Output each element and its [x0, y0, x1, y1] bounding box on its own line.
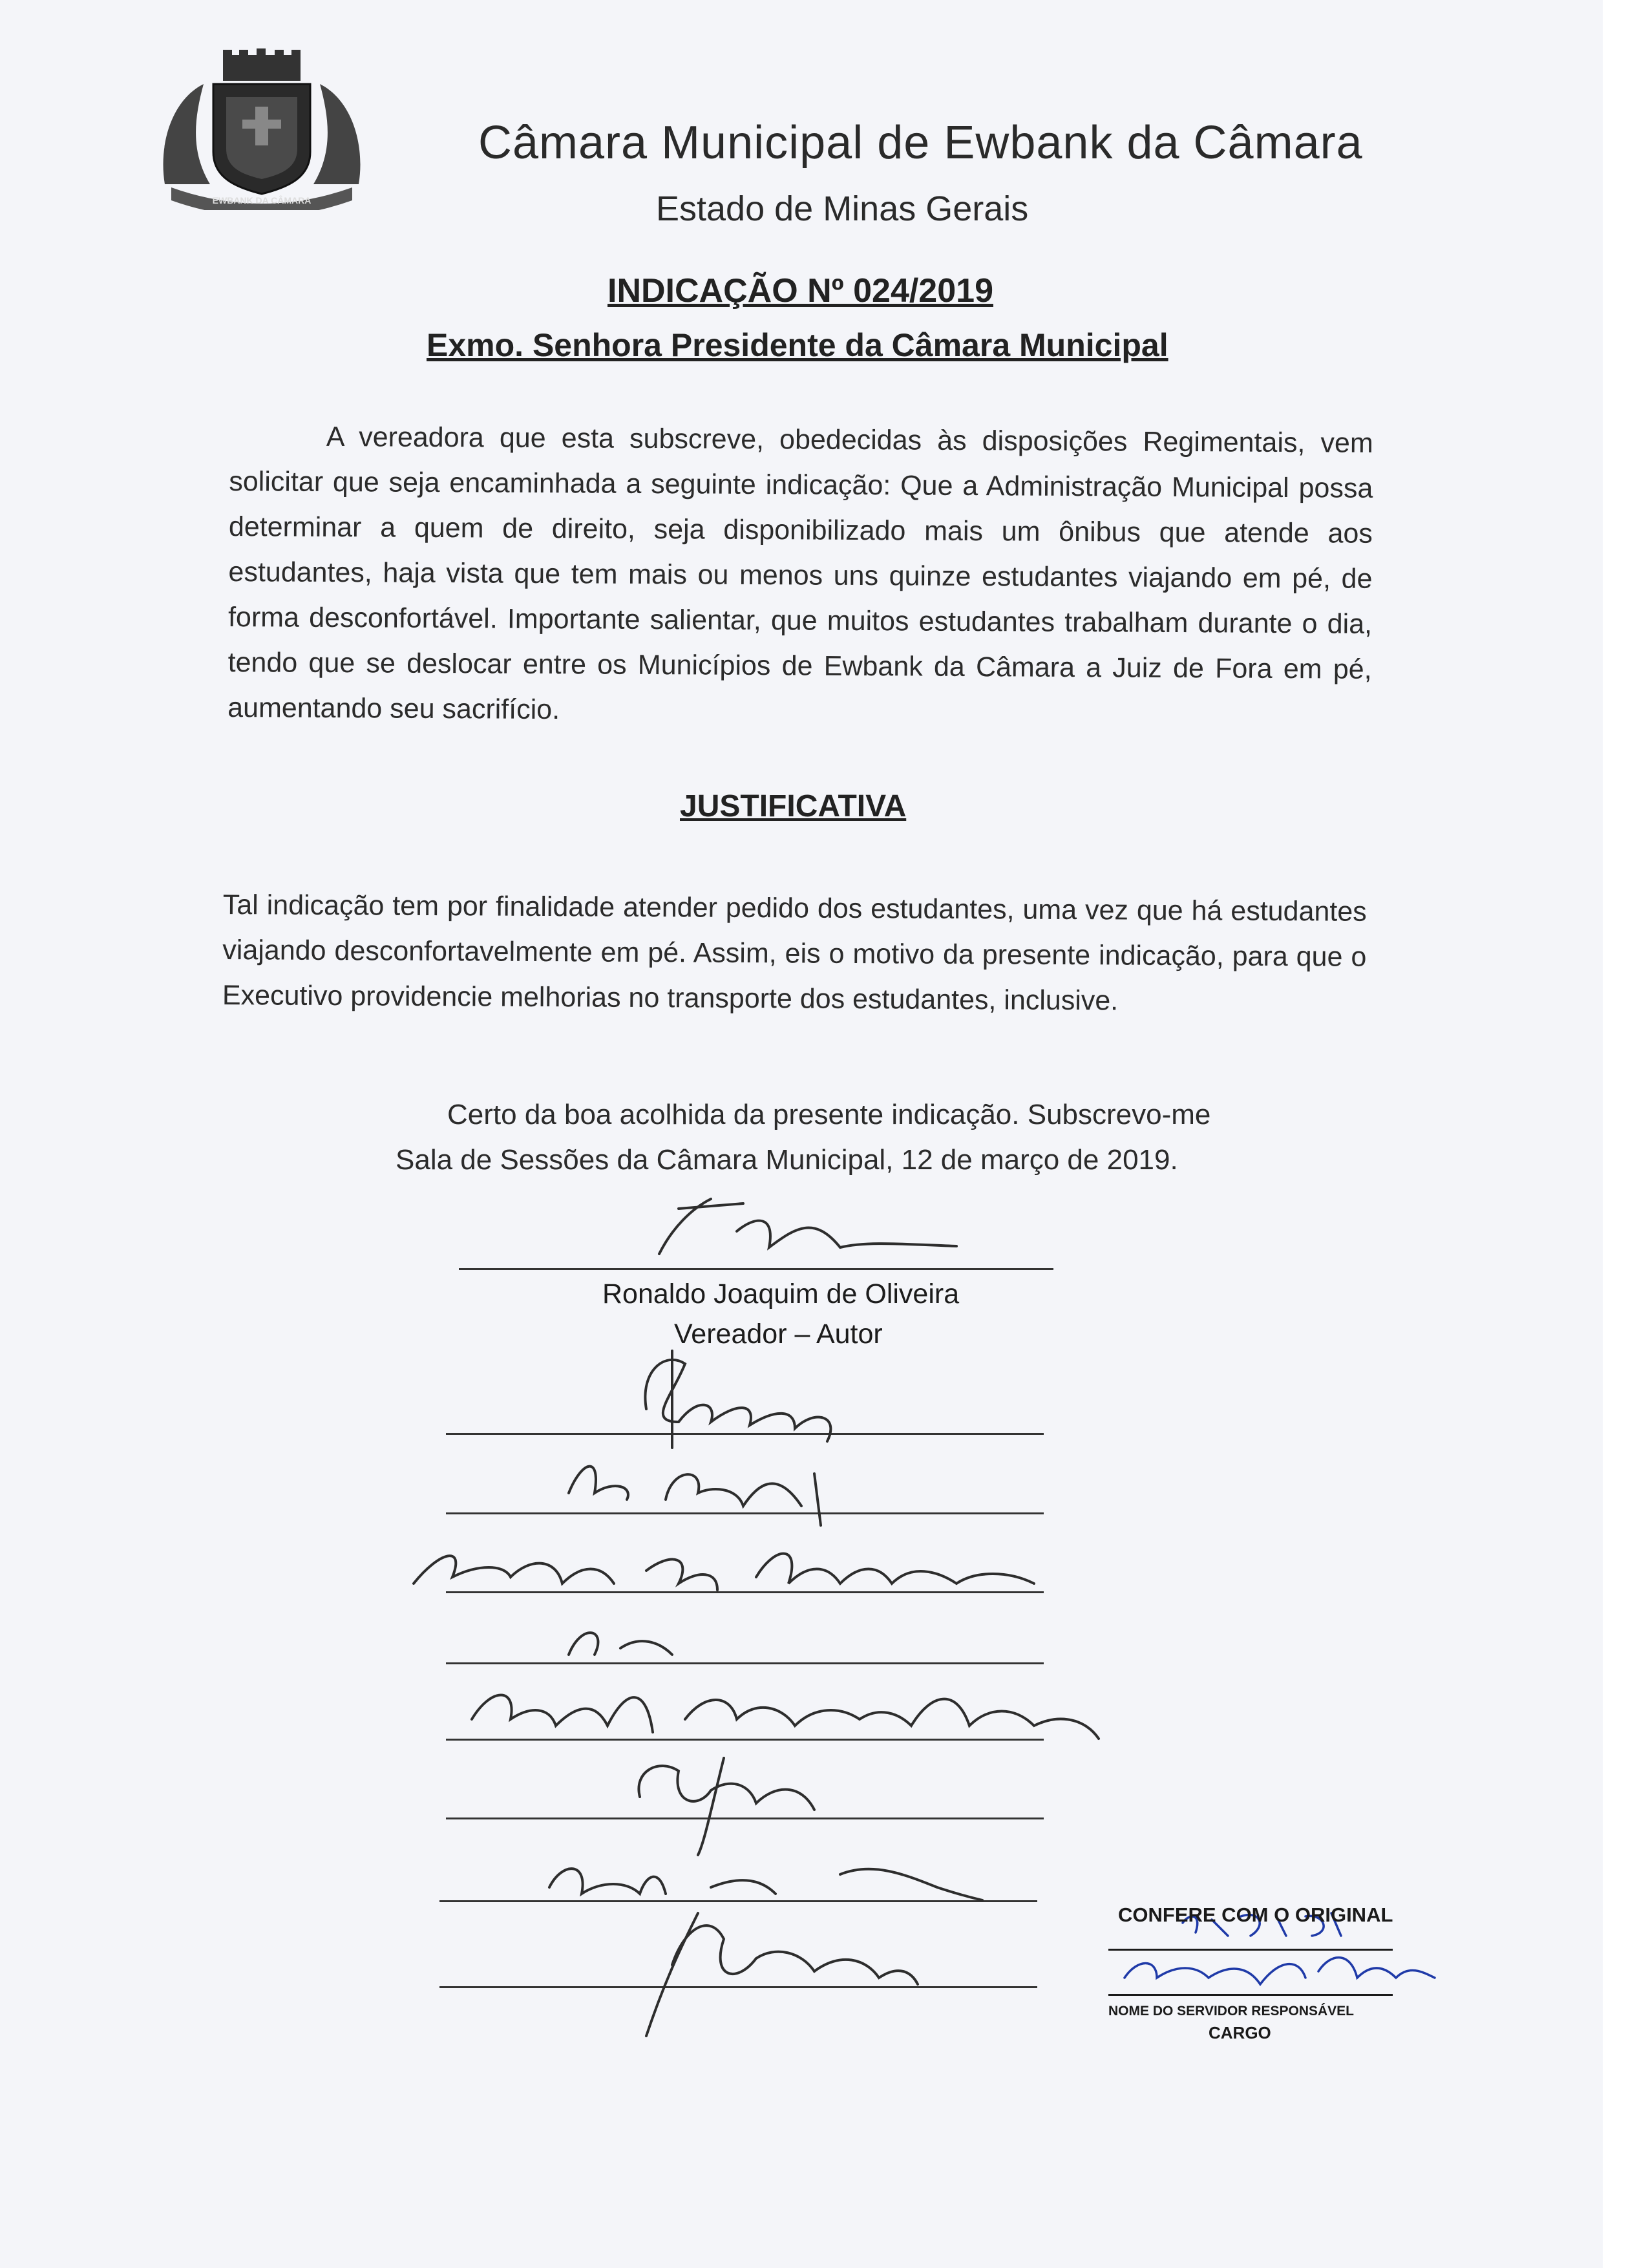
closing-line-1: Certo da boa acolhida da presente indicação. Subscrevo-me — [447, 1099, 1211, 1130]
stamp-name-label: NOME DO SERVIDOR RESPONSÁVEL — [1108, 2004, 1355, 2019]
addressee-heading: Exmo. Senhora Presidente da Câmara Municipal — [427, 327, 1168, 363]
svg-text:EWBANK DA CÂMARA: EWBANK DA CÂMARA — [212, 195, 312, 206]
signature-line — [446, 1662, 1044, 1664]
conformity-stamp — [1108, 1894, 1399, 2055]
author-role: Vereador – Autor — [674, 1319, 883, 1350]
scan-edge — [1603, 0, 1648, 2268]
justificativa-heading: JUSTIFICATIVA — [680, 789, 907, 823]
stamp-name-line — [1108, 1994, 1393, 1996]
signature-line — [446, 1818, 1044, 1819]
author-signature-line — [459, 1268, 1053, 1270]
signature-line — [446, 1433, 1044, 1435]
request-paragraph — [227, 414, 1373, 737]
signature-line — [446, 1512, 1044, 1514]
author-name: Ronaldo Joaquim de Oliveira — [602, 1278, 960, 1309]
closing-line-2: Sala de Sessões da Câmara Municipal, 12 de março de 2019. — [396, 1144, 1178, 1176]
state-subtitle: Estado de Minas Gerais — [656, 189, 1029, 228]
municipal-crest-logo — [158, 48, 365, 210]
stamp-date-line — [1108, 1949, 1393, 1951]
justification-paragraph: Tal indicação tem por finalidade atender pedido dos estudantes, uma vez que há estudantes viajando desconfortavelmente em pé. Assim, eis o motivo da presente indicação, para que o Executivo providencie melhorias no transporte dos estudantes, inclusive. — [222, 889, 1367, 1017]
chamber-title: Câmara Municipal de Ewbank da Câmara — [478, 117, 1363, 169]
stamp-title: CONFERE COM O ORIGINAL — [1118, 1903, 1393, 1926]
signature-line — [446, 1591, 1044, 1593]
indicacao-heading: INDICAÇÃO Nº 024/2019 — [607, 272, 993, 310]
signature-line — [439, 1900, 1037, 1902]
signature-line — [446, 1739, 1044, 1741]
signature-line — [439, 1986, 1037, 1988]
stamp-cargo-label: CARGO — [1209, 2023, 1271, 2042]
request-paragraph-text: A vereadora que esta subscreve, obedecidas às disposições Regimentais, vem solicitar que seja encaminhada a seguinte indicação: Que a Administração Municipal possa determinar a quem de direito, seja disponibilizado mais um ônibus que atende aos estudantes, haja vista que tem mais ou menos uns quinze estudantes viajando em pé, de forma desconfortável. Importante salientar, que muitos estudantes trabalham durante o dia, tendo que se deslocar entre os Municípios de Ewbank da Câmara a Juiz de Fora em pé, aumentando seu sacrifício. — [227, 421, 1373, 726]
